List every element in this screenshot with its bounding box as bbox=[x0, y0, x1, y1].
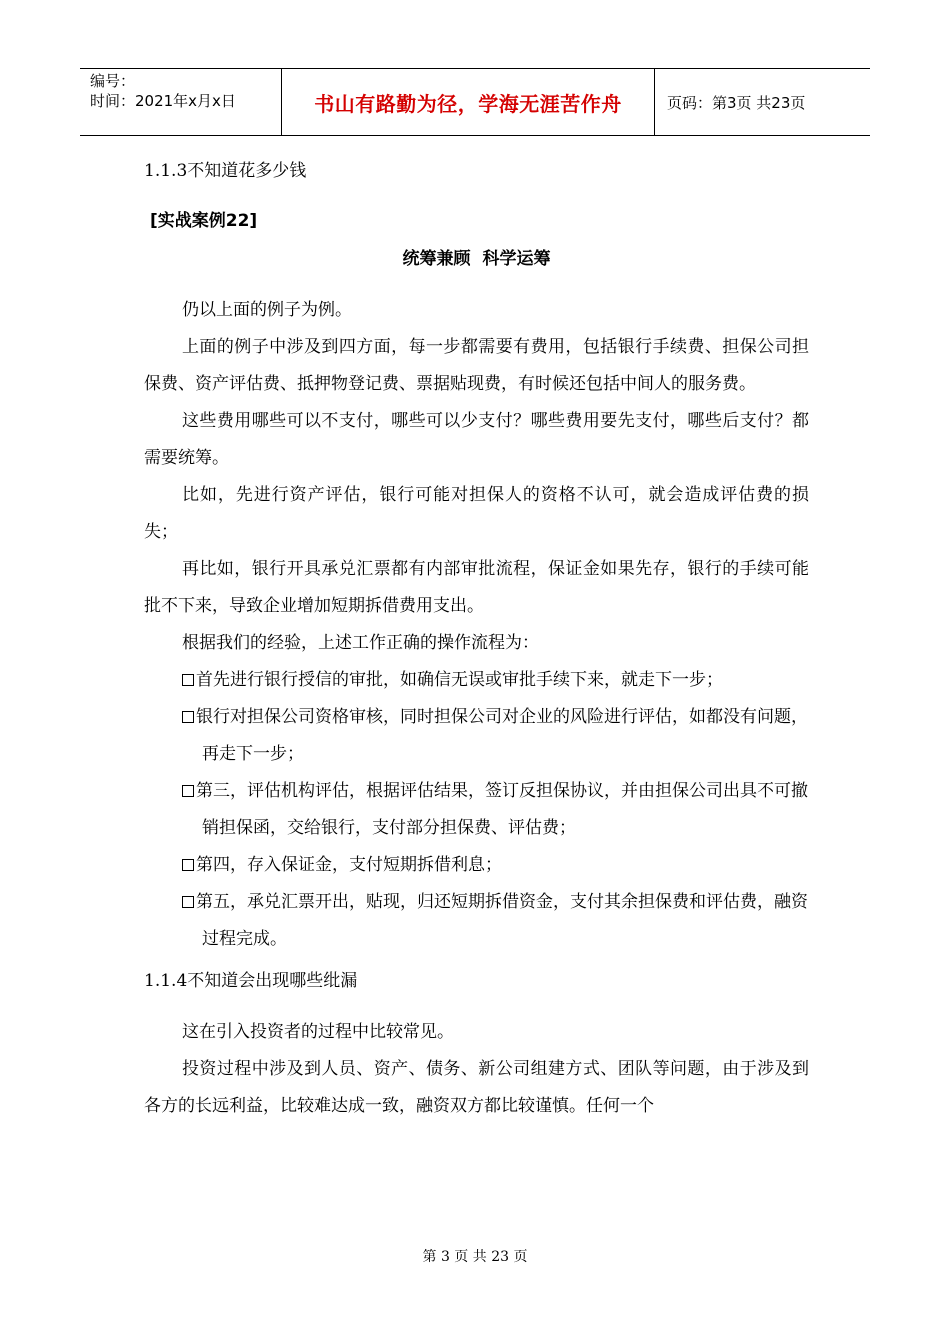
list-item-text: 首先进行银行授信的审批，如确信无误或审批手续下来，就走下一步； bbox=[196, 670, 723, 690]
list-item bbox=[144, 662, 809, 699]
checkbox-square-icon bbox=[182, 785, 194, 797]
list-item-text: 第四，存入保证金，支付短期拆借利息； bbox=[196, 855, 502, 875]
list-item-text: 第三，评估机构评估，根据评估结果，签订反担保协议，并由担保公司出具不可撤销担保函，交给银行，支付部分担保费、评估费； bbox=[196, 781, 808, 838]
list-item bbox=[144, 773, 809, 847]
checkbox-square-icon bbox=[182, 896, 194, 908]
paragraph: 比如，先进行资产评估，银行可能对担保人的资格不认可，就会造成评估费的损失； bbox=[144, 485, 809, 542]
list-item bbox=[144, 699, 809, 773]
checkbox-square-icon bbox=[182, 674, 194, 686]
list-item-text: 银行对担保公司资格审核，同时担保公司对企业的风险进行评估，如都没有问题，再走下一步； bbox=[196, 707, 808, 764]
page-footer: 第 3 页 共 23 页 bbox=[422, 1249, 528, 1265]
paragraph: 再比如，银行开具承兑汇票都有内部审批流程，保证金如果先存，银行的手续可能批不下来，导致企业增加短期拆借费用支出。 bbox=[144, 559, 809, 616]
page-header bbox=[80, 68, 870, 136]
list-item bbox=[144, 847, 809, 884]
list-item-text: 第五，承兑汇票开出，贴现，归还短期拆借资金，支付其余担保费和评估费，融资过程完成。 bbox=[196, 892, 808, 949]
section-heading-1-1-4: 1.1.4不知道会出现哪些纰漏 bbox=[144, 971, 358, 991]
case-label: [实战案例22] bbox=[150, 211, 258, 231]
paragraph: 投资过程中涉及到人员、资产、债务、新公司组建方式、团队等问题，由于涉及到各方的长远利益，比较难达成一致，融资双方都比较谨慎。任何一个 bbox=[144, 1059, 809, 1116]
section-heading-1-1-3: 1.1.3不知道花多少钱 bbox=[144, 161, 307, 181]
header-meta bbox=[80, 69, 282, 135]
document-body bbox=[144, 150, 809, 1125]
paragraph: 根据我们的经验，上述工作正确的操作流程为： bbox=[182, 633, 539, 653]
header-motto: 书山有路勤为径，学海无涯苦作舟 bbox=[282, 69, 655, 135]
case-title: 统筹兼顾 科学运筹 bbox=[402, 249, 551, 269]
paragraph: 仍以上面的例子为例。 bbox=[182, 300, 352, 320]
checkbox-square-icon bbox=[182, 711, 194, 723]
header-page-info: 页码：第3页 共23页 bbox=[667, 93, 806, 112]
header-time-label: 时间：2021年x月x日 bbox=[90, 92, 236, 110]
paragraph: 这些费用哪些可以不支付，哪些可以少支付？哪些费用要先支付，哪些后支付？都需要统筹。 bbox=[144, 411, 809, 468]
header-number-label: 编号： bbox=[90, 72, 136, 90]
list-item bbox=[144, 884, 809, 958]
paragraph: 上面的例子中涉及到四方面，每一步都需要有费用，包括银行手续费、担保公司担保费、资产评估费、抵押物登记费、票据贴现费，有时候还包括中间人的服务费。 bbox=[144, 337, 809, 394]
checkbox-square-icon bbox=[182, 859, 194, 871]
paragraph: 这在引入投资者的过程中比较常见。 bbox=[182, 1022, 454, 1042]
